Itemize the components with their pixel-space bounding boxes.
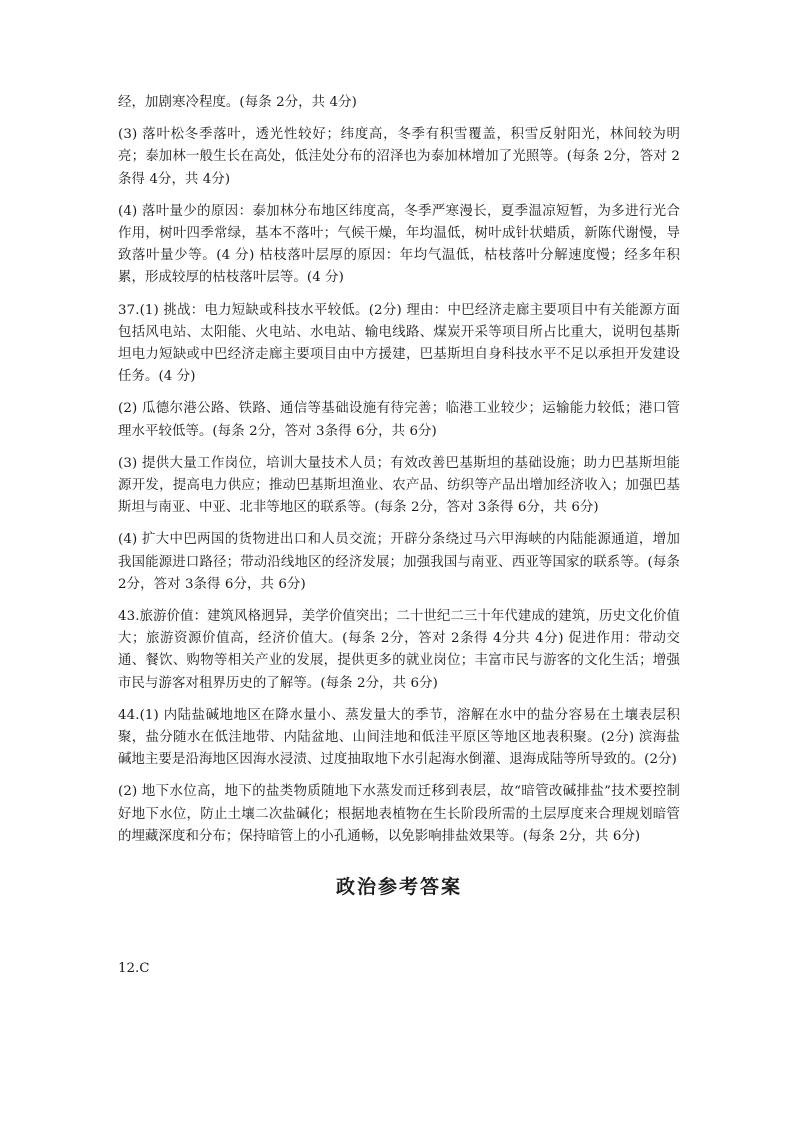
paragraph-37-4: (4) 扩大中巴两国的货物进出口和人员交流；开辟分条绕过马六甲海峡的内陆能源通道，增加我国能源进口路径；带动沿线地区的经济发展；加强我国与南亚、西亚等国家的联系等。(每条 2分，答对 3条得 6分，共 6分): [118, 532, 680, 592]
paragraph-37-3: (3) 提供大量工作岗位，培训大量技术人员；有效改善巴基斯坦的基础设施；助力巴基斯坦能源开发，提高电力供应；推动巴基斯坦渔业、农产品、纺织等产品出增加经济收入；加强巴基斯坦与南亚、中亚、北非等地区的联系等。(每条 2分，答对 3条得 6分，共 6分): [118, 455, 680, 516]
section-title-politics: 政治参考答案: [335, 876, 462, 899]
answer-line: 12.C: [118, 961, 150, 977]
paragraph-44-2: (2) 地下水位高，地下的盐类物质随地下水蒸发而迁移到表层，故“暗管改碱排盐”技术要控制好地下水位，防止土壤二次盐碱化；根据地表植物在生长阶段所需的土层厚度来合理规划暗管的埋藏深度和分布；保持暗管上的小孔通畅，以免影响排盐效果等。(每条 2分，共 6分): [118, 784, 680, 844]
paragraph-37-1: 37.(1) 挑战：电力短缺或科技水平较低。(2分) 理由：中巴经济走廊主要项目中有关能源方面包括风电站、太阳能、火电站、水电站、输电线路、煤炭开采等项目所占比重大，说明包基斯坦电力短缺或中巴经济走廊主要项目由中方援建，巴基斯坦自身科技水平不足以承担开发建设任务。(4 分): [118, 302, 680, 385]
paragraph-44-1: 44.(1) 内陆盐碱地地区在降水量小、蒸发量大的季节，溶解在水中的盐分容易在土壤表层积聚，盐分随水在低洼地带、内陆盆地、山间洼地和低洼平原区等地区地表积聚。(2分) 滨海盐碱地主要是沿海地区因海水浸渍、过度抽取地下水引起海水倒灌、退海成陆等所导致的。(2分): [118, 707, 680, 768]
paragraph-q4-litter: (4) 落叶量少的原因：泰加林分布地区纬度高，冬季严寒漫长，夏季温凉短暂，为多进行光合作用，树叶四季常绿，基本不落叶；气候干燥，年均温低，树叶成针状蜡质，新陈代谢慢，导致落叶量少等。(4 分) 枯枝落叶层厚的原因：年均气温低，枯枝落叶分解速度慢；经多年积累，形成较厚的枯枝落叶层等。(4 分): [118, 203, 680, 286]
paragraph-43: 43.旅游价值：建筑风格迥异，美学价值突出；二十世纪二三十年代建成的建筑，历史文化价值大；旅游资源价值高，经济价值大。(每条 2分，答对 2条得 4分共 4分) 促进作用：带动交通、餐饮、购物等相关产业的发展，提供更多的就业岗位；丰富市民与游客的文化生活；增强市民与游客对租界历史的了解等。(每条 2分，共 6分): [118, 609, 680, 691]
paragraph-q3-larch: (3) 落叶松冬季落叶，透光性较好；纬度高，冬季有积雪覆盖，积雪反射阳光，林间较为明亮；泰加林一般生长在高处，低洼处分布的沼泽也为泰加林增加了光照等。(每条 2分，答对 2条得 4分，共 4分): [118, 127, 680, 187]
paragraph-cold-degree: 经，加剧寒冷程度。(每条 2分，共 4分): [118, 95, 357, 110]
document-page: [118, 92, 680, 980]
paragraph-37-2: (2) 瓜德尔港公路、铁路、通信等基础设施有待完善；临港工业较少；运输能力较低；港口管理水平较低等。(每条 2分，答对 3条得 6分，共 6分): [118, 401, 680, 439]
